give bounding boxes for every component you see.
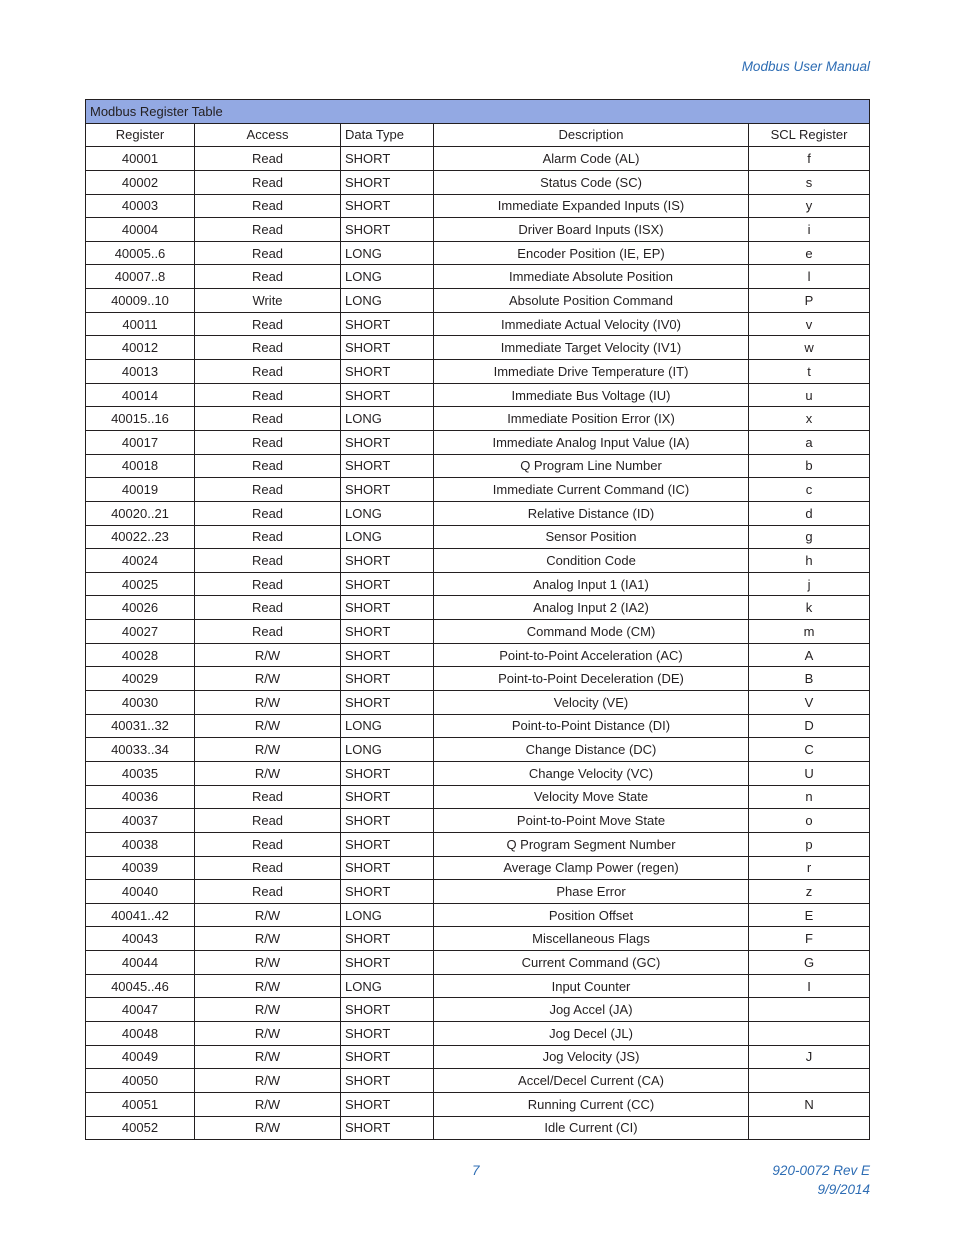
cell-access: R/W — [195, 927, 341, 951]
table-row — [86, 596, 870, 620]
cell-access: R/W — [195, 974, 341, 998]
cell-data-type: LONG — [341, 265, 434, 289]
cell-register: 40007..8 — [86, 265, 195, 289]
cell-description: Velocity (VE) — [434, 691, 749, 715]
cell-description: Accel/Decel Current (CA) — [434, 1069, 749, 1093]
cell-scl-register: w — [749, 336, 870, 360]
cell-scl-register: a — [749, 430, 870, 454]
cell-scl-register: c — [749, 478, 870, 502]
table-row — [86, 974, 870, 998]
cell-register: 40017 — [86, 430, 195, 454]
cell-data-type: SHORT — [341, 572, 434, 596]
cell-data-type: SHORT — [341, 951, 434, 975]
cell-data-type: SHORT — [341, 430, 434, 454]
cell-access: Read — [195, 241, 341, 265]
cell-access: R/W — [195, 643, 341, 667]
cell-description: Immediate Analog Input Value (IA) — [434, 430, 749, 454]
cell-access: Read — [195, 360, 341, 384]
cell-scl-register: B — [749, 667, 870, 691]
cell-register: 40047 — [86, 998, 195, 1022]
cell-access: Read — [195, 170, 341, 194]
table-row — [86, 170, 870, 194]
cell-access: Read — [195, 832, 341, 856]
cell-data-type: LONG — [341, 525, 434, 549]
page-number: 7 — [472, 1163, 480, 1178]
cell-access: R/W — [195, 998, 341, 1022]
cell-register: 40024 — [86, 549, 195, 573]
cell-register: 40022..23 — [86, 525, 195, 549]
table-row — [86, 454, 870, 478]
table-row — [86, 147, 870, 171]
cell-access: R/W — [195, 1069, 341, 1093]
cell-description: Point-to-Point Distance (DI) — [434, 714, 749, 738]
cell-description: Point-to-Point Deceleration (DE) — [434, 667, 749, 691]
cell-access: Read — [195, 147, 341, 171]
cell-scl-register: p — [749, 832, 870, 856]
table-caption-row — [86, 100, 870, 124]
cell-register: 40002 — [86, 170, 195, 194]
table-row — [86, 218, 870, 242]
cell-data-type: LONG — [341, 241, 434, 265]
cell-access: Read — [195, 549, 341, 573]
table-row — [86, 525, 870, 549]
table-row — [86, 572, 870, 596]
cell-description: Immediate Actual Velocity (IV0) — [434, 312, 749, 336]
cell-data-type: SHORT — [341, 454, 434, 478]
document-number: 920-0072 Rev E — [772, 1163, 870, 1178]
cell-scl-register — [749, 1069, 870, 1093]
cell-access: Read — [195, 407, 341, 431]
cell-description: Idle Current (CI) — [434, 1116, 749, 1140]
table-row — [86, 501, 870, 525]
cell-register: 40013 — [86, 360, 195, 384]
cell-description: Change Velocity (VC) — [434, 761, 749, 785]
cell-register: 40005..6 — [86, 241, 195, 265]
table-row — [86, 289, 870, 313]
cell-description: Point-to-Point Acceleration (AC) — [434, 643, 749, 667]
cell-description: Absolute Position Command — [434, 289, 749, 313]
cell-access: Read — [195, 383, 341, 407]
cell-data-type: SHORT — [341, 1045, 434, 1069]
cell-register: 40044 — [86, 951, 195, 975]
cell-data-type: SHORT — [341, 170, 434, 194]
table-caption: Modbus Register Table — [86, 100, 870, 124]
manual-title: Modbus User Manual — [741, 59, 870, 74]
cell-register: 40036 — [86, 785, 195, 809]
cell-data-type: SHORT — [341, 147, 434, 171]
table-row — [86, 1092, 870, 1116]
cell-access: Read — [195, 454, 341, 478]
cell-access: R/W — [195, 667, 341, 691]
column-header-access: Access — [195, 123, 341, 147]
table-row — [86, 241, 870, 265]
table-row — [86, 407, 870, 431]
cell-scl-register: v — [749, 312, 870, 336]
table-body — [86, 147, 870, 1140]
cell-description: Q Program Segment Number — [434, 832, 749, 856]
cell-description: Analog Input 2 (IA2) — [434, 596, 749, 620]
cell-access: R/W — [195, 1092, 341, 1116]
cell-scl-register: I — [749, 974, 870, 998]
cell-access: Read — [195, 785, 341, 809]
cell-description: Jog Accel (JA) — [434, 998, 749, 1022]
table-row — [86, 998, 870, 1022]
cell-data-type: LONG — [341, 903, 434, 927]
table-row — [86, 903, 870, 927]
column-header-register: Register — [86, 123, 195, 147]
cell-scl-register: F — [749, 927, 870, 951]
cell-access: Write — [195, 289, 341, 313]
cell-data-type: SHORT — [341, 549, 434, 573]
cell-data-type: LONG — [341, 974, 434, 998]
cell-description: Miscellaneous Flags — [434, 927, 749, 951]
cell-description: Immediate Position Error (IX) — [434, 407, 749, 431]
cell-description: Command Mode (CM) — [434, 620, 749, 644]
cell-description: Change Distance (DC) — [434, 738, 749, 762]
column-header-data-type: Data Type — [341, 123, 434, 147]
cell-register: 40025 — [86, 572, 195, 596]
cell-description: Immediate Current Command (IC) — [434, 478, 749, 502]
cell-scl-register: t — [749, 360, 870, 384]
cell-scl-register: G — [749, 951, 870, 975]
table-row — [86, 1021, 870, 1045]
table-row — [86, 856, 870, 880]
cell-data-type: SHORT — [341, 360, 434, 384]
cell-description: Alarm Code (AL) — [434, 147, 749, 171]
cell-access: Read — [195, 880, 341, 904]
cell-scl-register: C — [749, 738, 870, 762]
cell-description: Driver Board Inputs (ISX) — [434, 218, 749, 242]
column-header-description: Description — [434, 123, 749, 147]
cell-data-type: LONG — [341, 714, 434, 738]
cell-access: Read — [195, 572, 341, 596]
cell-description: Average Clamp Power (regen) — [434, 856, 749, 880]
cell-access: R/W — [195, 903, 341, 927]
cell-register: 40052 — [86, 1116, 195, 1140]
table-row — [86, 951, 870, 975]
cell-register: 40011 — [86, 312, 195, 336]
cell-access: Read — [195, 218, 341, 242]
cell-data-type: SHORT — [341, 761, 434, 785]
cell-scl-register: y — [749, 194, 870, 218]
cell-access: R/W — [195, 761, 341, 785]
cell-data-type: SHORT — [341, 194, 434, 218]
cell-access: R/W — [195, 738, 341, 762]
cell-access: Read — [195, 336, 341, 360]
cell-description: Jog Velocity (JS) — [434, 1045, 749, 1069]
cell-data-type: SHORT — [341, 643, 434, 667]
cell-register: 40018 — [86, 454, 195, 478]
cell-data-type: LONG — [341, 501, 434, 525]
cell-description: Immediate Drive Temperature (IT) — [434, 360, 749, 384]
cell-scl-register: z — [749, 880, 870, 904]
cell-scl-register: u — [749, 383, 870, 407]
cell-scl-register: U — [749, 761, 870, 785]
cell-description: Running Current (CC) — [434, 1092, 749, 1116]
cell-scl-register: x — [749, 407, 870, 431]
cell-access: Read — [195, 194, 341, 218]
table-row — [86, 880, 870, 904]
cell-register: 40038 — [86, 832, 195, 856]
cell-description: Position Offset — [434, 903, 749, 927]
cell-scl-register: V — [749, 691, 870, 715]
cell-access: Read — [195, 478, 341, 502]
cell-data-type: SHORT — [341, 1116, 434, 1140]
cell-access: R/W — [195, 714, 341, 738]
cell-scl-register: P — [749, 289, 870, 313]
table-row — [86, 1116, 870, 1140]
cell-data-type: SHORT — [341, 1021, 434, 1045]
cell-register: 40051 — [86, 1092, 195, 1116]
cell-access: R/W — [195, 1045, 341, 1069]
cell-data-type: SHORT — [341, 927, 434, 951]
cell-access: Read — [195, 525, 341, 549]
cell-description: Current Command (GC) — [434, 951, 749, 975]
cell-description: Encoder Position (IE, EP) — [434, 241, 749, 265]
cell-scl-register: k — [749, 596, 870, 620]
cell-scl-register: l — [749, 265, 870, 289]
cell-register: 40040 — [86, 880, 195, 904]
cell-scl-register: m — [749, 620, 870, 644]
cell-scl-register: i — [749, 218, 870, 242]
table-row — [86, 194, 870, 218]
cell-scl-register: j — [749, 572, 870, 596]
cell-scl-register: n — [749, 785, 870, 809]
cell-data-type: SHORT — [341, 691, 434, 715]
table-row — [86, 549, 870, 573]
cell-data-type: SHORT — [341, 620, 434, 644]
cell-register: 40015..16 — [86, 407, 195, 431]
cell-description: Condition Code — [434, 549, 749, 573]
cell-scl-register: N — [749, 1092, 870, 1116]
table-row — [86, 1069, 870, 1093]
cell-data-type: SHORT — [341, 1069, 434, 1093]
cell-data-type: SHORT — [341, 856, 434, 880]
cell-data-type: SHORT — [341, 667, 434, 691]
cell-data-type: LONG — [341, 289, 434, 313]
cell-access: Read — [195, 265, 341, 289]
table-row — [86, 738, 870, 762]
cell-register: 40001 — [86, 147, 195, 171]
cell-register: 40003 — [86, 194, 195, 218]
column-header-scl-register: SCL Register — [749, 123, 870, 147]
table-row — [86, 761, 870, 785]
table-row — [86, 336, 870, 360]
document-info — [772, 1161, 870, 1199]
table-row — [86, 714, 870, 738]
cell-scl-register: e — [749, 241, 870, 265]
document-date: 9/9/2014 — [817, 1182, 870, 1197]
cell-register: 40030 — [86, 691, 195, 715]
cell-data-type: SHORT — [341, 880, 434, 904]
cell-data-type: SHORT — [341, 785, 434, 809]
cell-access: Read — [195, 312, 341, 336]
cell-scl-register — [749, 1116, 870, 1140]
cell-scl-register: f — [749, 147, 870, 171]
cell-register: 40028 — [86, 643, 195, 667]
cell-description: Phase Error — [434, 880, 749, 904]
cell-scl-register: b — [749, 454, 870, 478]
cell-access: R/W — [195, 951, 341, 975]
table-row — [86, 312, 870, 336]
cell-scl-register: d — [749, 501, 870, 525]
cell-scl-register: E — [749, 903, 870, 927]
table-row — [86, 383, 870, 407]
cell-register: 40004 — [86, 218, 195, 242]
cell-scl-register: g — [749, 525, 870, 549]
cell-scl-register: r — [749, 856, 870, 880]
cell-description: Sensor Position — [434, 525, 749, 549]
cell-description: Analog Input 1 (IA1) — [434, 572, 749, 596]
table-row — [86, 1045, 870, 1069]
cell-description: Velocity Move State — [434, 785, 749, 809]
cell-description: Relative Distance (ID) — [434, 501, 749, 525]
cell-scl-register: o — [749, 809, 870, 833]
cell-register: 40049 — [86, 1045, 195, 1069]
table-row — [86, 785, 870, 809]
cell-data-type: SHORT — [341, 809, 434, 833]
cell-description: Jog Decel (JL) — [434, 1021, 749, 1045]
cell-data-type: SHORT — [341, 383, 434, 407]
table-row — [86, 478, 870, 502]
cell-description: Immediate Bus Voltage (IU) — [434, 383, 749, 407]
table-row — [86, 360, 870, 384]
cell-register: 40009..10 — [86, 289, 195, 313]
cell-register: 40039 — [86, 856, 195, 880]
cell-data-type: SHORT — [341, 218, 434, 242]
cell-description: Immediate Expanded Inputs (IS) — [434, 194, 749, 218]
cell-description: Q Program Line Number — [434, 454, 749, 478]
cell-data-type: SHORT — [341, 312, 434, 336]
table-row — [86, 667, 870, 691]
table-row — [86, 620, 870, 644]
cell-register: 40035 — [86, 761, 195, 785]
table-row — [86, 430, 870, 454]
modbus-register-table — [85, 99, 870, 1140]
cell-scl-register: D — [749, 714, 870, 738]
cell-data-type: SHORT — [341, 596, 434, 620]
cell-register: 40026 — [86, 596, 195, 620]
cell-register: 40050 — [86, 1069, 195, 1093]
cell-register: 40037 — [86, 809, 195, 833]
cell-register: 40031..32 — [86, 714, 195, 738]
cell-description: Input Counter — [434, 974, 749, 998]
table-row — [86, 643, 870, 667]
cell-access: R/W — [195, 691, 341, 715]
cell-register: 40043 — [86, 927, 195, 951]
cell-data-type: LONG — [341, 738, 434, 762]
cell-data-type: SHORT — [341, 832, 434, 856]
table-row — [86, 927, 870, 951]
cell-register: 40048 — [86, 1021, 195, 1045]
cell-data-type: LONG — [341, 407, 434, 431]
table-row — [86, 265, 870, 289]
cell-data-type: SHORT — [341, 1092, 434, 1116]
cell-scl-register — [749, 1021, 870, 1045]
cell-access: Read — [195, 620, 341, 644]
cell-scl-register: s — [749, 170, 870, 194]
cell-description: Status Code (SC) — [434, 170, 749, 194]
cell-description: Immediate Target Velocity (IV1) — [434, 336, 749, 360]
cell-scl-register: A — [749, 643, 870, 667]
cell-access: Read — [195, 501, 341, 525]
cell-access: Read — [195, 856, 341, 880]
table-row — [86, 809, 870, 833]
cell-access: Read — [195, 430, 341, 454]
cell-description: Immediate Absolute Position — [434, 265, 749, 289]
cell-description: Point-to-Point Move State — [434, 809, 749, 833]
cell-register: 40045..46 — [86, 974, 195, 998]
cell-scl-register: h — [749, 549, 870, 573]
column-header-row — [86, 123, 870, 147]
cell-data-type: SHORT — [341, 478, 434, 502]
cell-access: R/W — [195, 1116, 341, 1140]
cell-register: 40014 — [86, 383, 195, 407]
table-row — [86, 691, 870, 715]
table-row — [86, 832, 870, 856]
cell-data-type: SHORT — [341, 998, 434, 1022]
cell-register: 40020..21 — [86, 501, 195, 525]
cell-register: 40033..34 — [86, 738, 195, 762]
cell-register: 40019 — [86, 478, 195, 502]
cell-access: Read — [195, 596, 341, 620]
cell-data-type: SHORT — [341, 336, 434, 360]
cell-scl-register — [749, 998, 870, 1022]
cell-access: R/W — [195, 1021, 341, 1045]
cell-register: 40027 — [86, 620, 195, 644]
cell-access: Read — [195, 809, 341, 833]
cell-register: 40041..42 — [86, 903, 195, 927]
cell-register: 40012 — [86, 336, 195, 360]
cell-scl-register: J — [749, 1045, 870, 1069]
cell-register: 40029 — [86, 667, 195, 691]
